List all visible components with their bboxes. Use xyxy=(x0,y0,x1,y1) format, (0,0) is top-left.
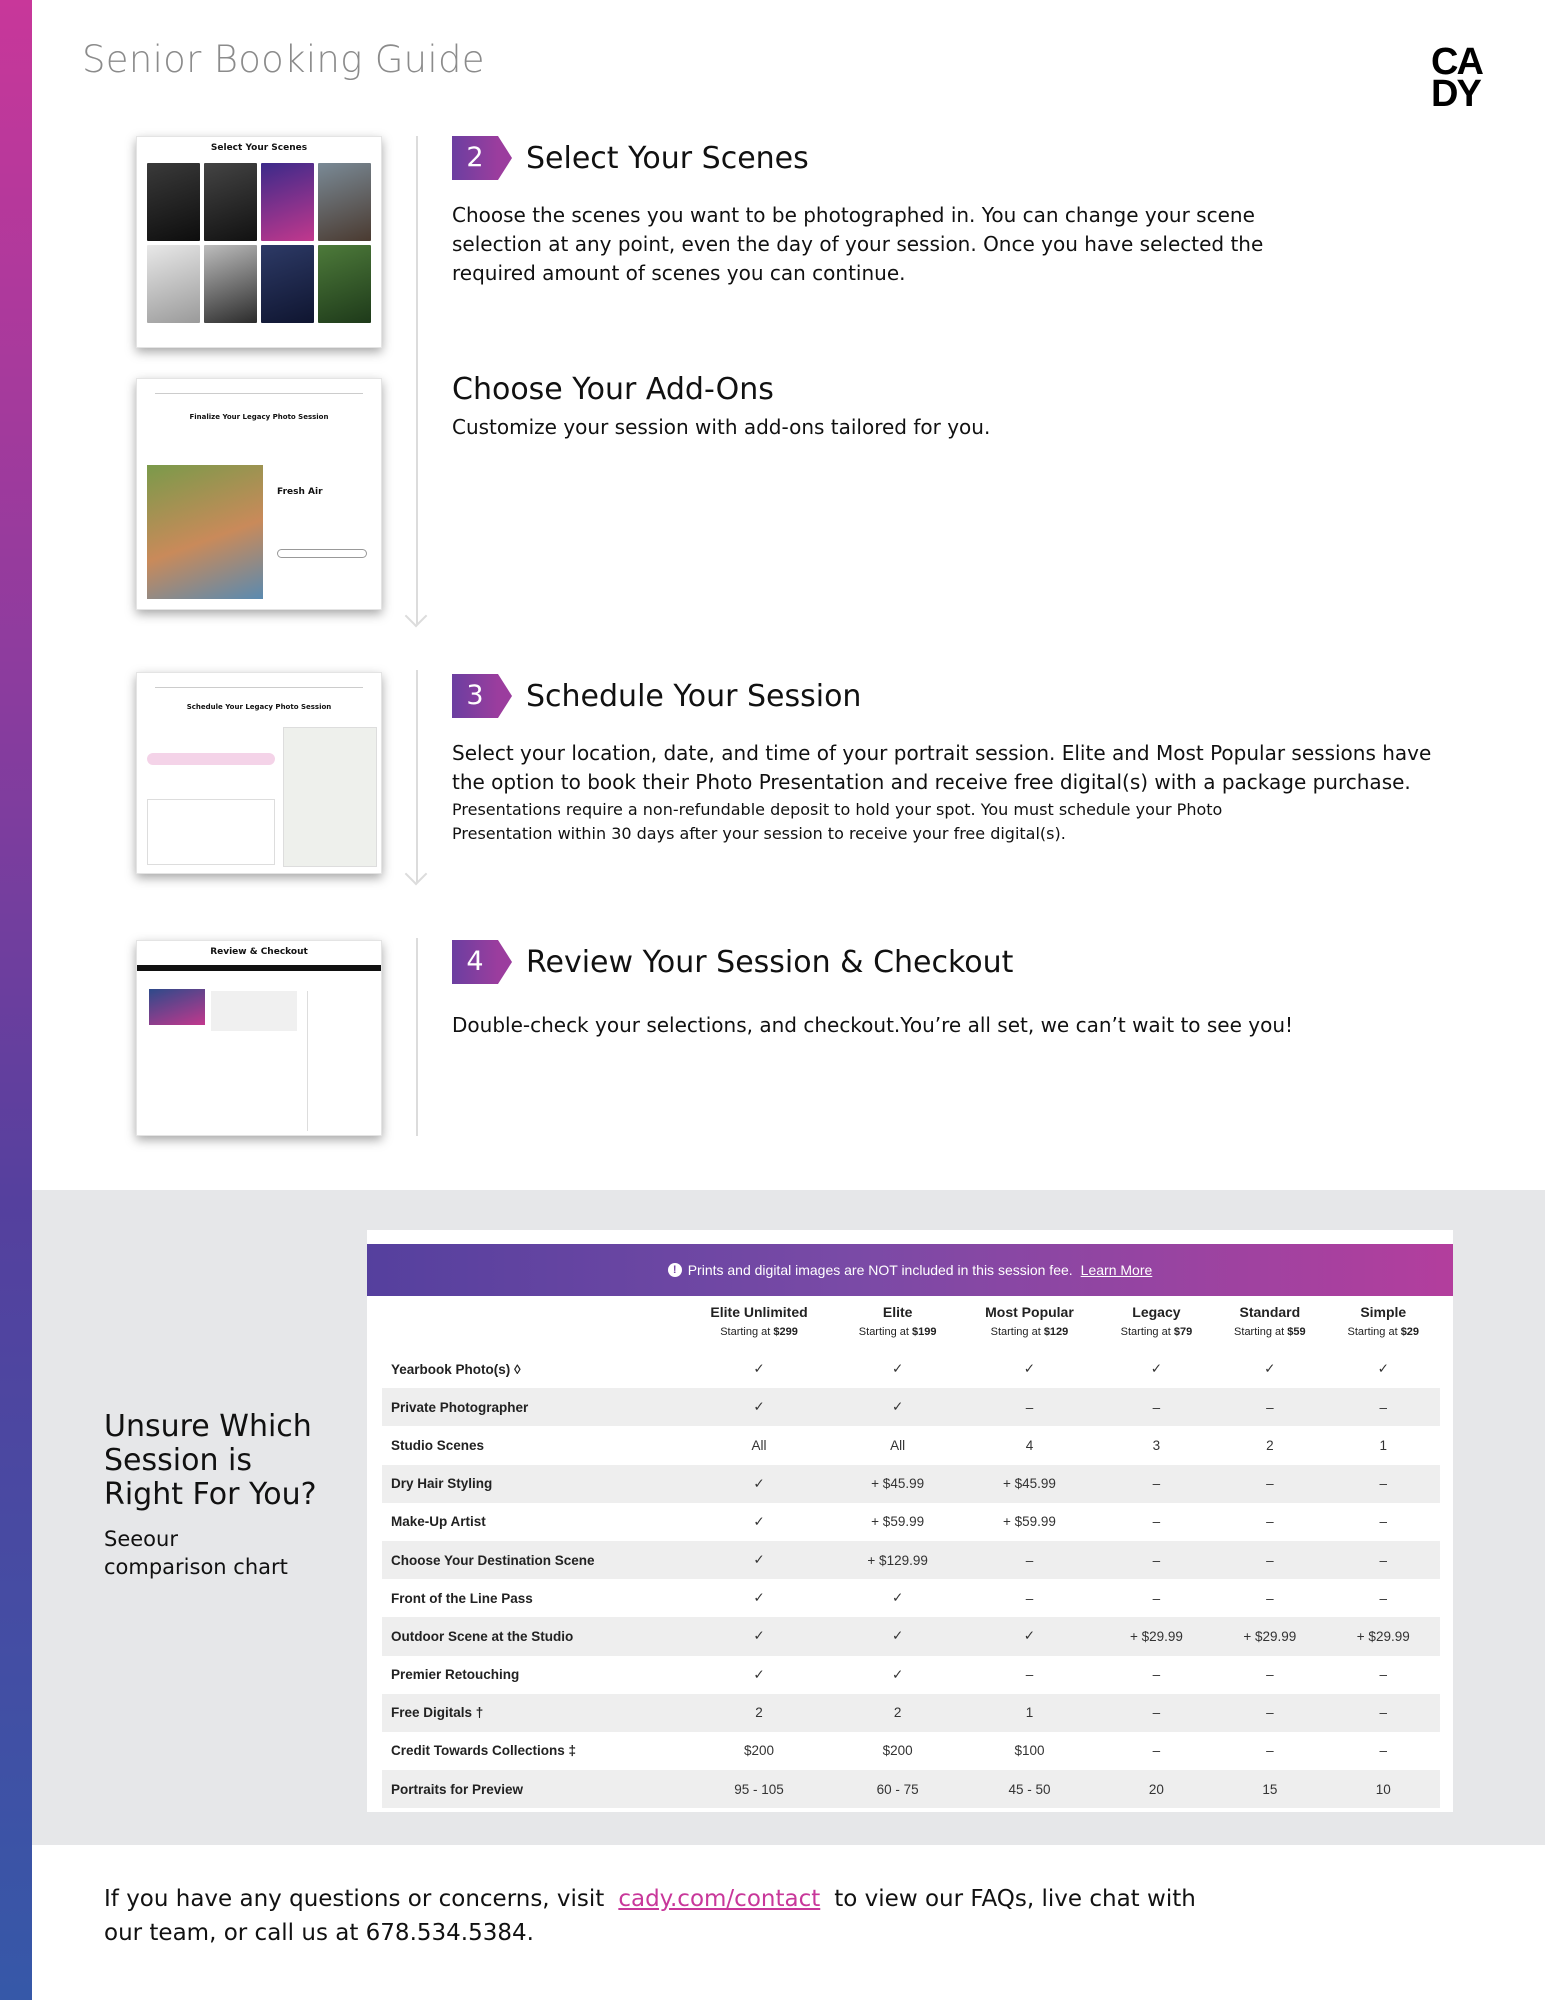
not-included-dash: – xyxy=(1025,1590,1034,1606)
table-cell: + $59.99 xyxy=(871,1514,925,1530)
table-cell: 95 - 105 xyxy=(682,1770,836,1808)
package-name: Elite Unlimited xyxy=(710,1304,808,1320)
step-badge xyxy=(452,940,512,984)
package-name: Most Popular xyxy=(985,1304,1074,1320)
step-4-header xyxy=(452,940,1013,984)
scene-photo xyxy=(147,163,200,241)
not-included-dash: – xyxy=(1266,1514,1274,1530)
table-row xyxy=(382,1732,1440,1770)
table-cell: 60 - 75 xyxy=(836,1770,959,1808)
package-column-header xyxy=(1100,1292,1213,1350)
not-included-dash: – xyxy=(1100,1388,1213,1426)
page-title: Senior Booking Guide xyxy=(82,38,485,81)
check-icon: ✓ xyxy=(959,1617,1100,1655)
feature-label: Private Photographer xyxy=(382,1388,682,1426)
not-included-dash: – xyxy=(1213,1541,1326,1579)
price-value: $129 xyxy=(1043,1326,1069,1338)
not-included-dash: – xyxy=(1327,1541,1440,1579)
feature-label: Front of the Line Pass xyxy=(391,1590,533,1606)
table-cell: 10 xyxy=(1327,1770,1440,1808)
table-row xyxy=(382,1503,1440,1541)
not-included-dash: – xyxy=(1213,1388,1326,1426)
table-row xyxy=(382,1617,1440,1655)
starting-at-label: Starting at xyxy=(858,1326,909,1338)
check-icon: ✓ xyxy=(1023,1361,1036,1377)
feature-label: Choose Your Destination Scene xyxy=(382,1541,682,1579)
timeline-line xyxy=(416,938,418,1136)
scene-photo-grid xyxy=(137,163,381,323)
comparison-heading: Unsure Which Session is Right For You? xyxy=(104,1409,317,1512)
not-included-dash: – xyxy=(1266,1590,1274,1606)
check-icon: ✓ xyxy=(682,1388,836,1426)
check-icon: ✓ xyxy=(891,1361,904,1377)
table-cell: + $45.99 xyxy=(959,1465,1100,1503)
not-included-dash: – xyxy=(1100,1465,1213,1503)
step-3-note: Presentations require a non-refundable deposit to hold your spot. You must schedule your Photo Presentation within 30 days after your session to receive your free digital(s). xyxy=(452,800,1223,843)
portrait-photo xyxy=(147,465,263,599)
timeline-line xyxy=(416,136,418,624)
table-cell: + $29.99 xyxy=(1327,1617,1440,1655)
check-icon: ✓ xyxy=(753,1666,765,1682)
checkout-form xyxy=(307,991,373,1131)
package-name: Legacy xyxy=(1132,1304,1181,1320)
not-included-dash: – xyxy=(1379,1667,1388,1683)
step-title: Review Your Session & Checkout xyxy=(526,944,1014,980)
logo-line-1: CA xyxy=(1431,41,1482,83)
package-price xyxy=(1100,1326,1213,1338)
step-badge xyxy=(452,674,512,718)
step-number: 2 xyxy=(466,142,484,173)
check-icon: ✓ xyxy=(891,1590,904,1606)
not-included-dash: – xyxy=(1100,1541,1213,1579)
starting-at-label: Starting at xyxy=(1120,1326,1171,1338)
package-name: Simple xyxy=(1360,1304,1407,1320)
step-badge xyxy=(452,136,512,180)
timeline-arrow xyxy=(405,605,428,628)
scene-photo xyxy=(318,163,371,241)
table-row xyxy=(382,1350,1440,1388)
not-included-dash: – xyxy=(1266,1667,1274,1683)
table-cell: + $29.99 xyxy=(1213,1617,1326,1655)
footer-text-before: If you have any questions or concerns, visit xyxy=(104,1886,605,1912)
select-scenes-screenshot xyxy=(136,136,382,348)
step-2-description: Choose the scenes you want to be photographed in. You can change your scene selection at any point, even the day of your session. Once you have selected the required amount of scenes you can continue. xyxy=(452,203,1264,285)
table-cell: + $59.99 xyxy=(1002,1514,1056,1530)
table-row xyxy=(382,1541,1440,1579)
check-icon: ✓ xyxy=(1377,1361,1389,1377)
package-price xyxy=(959,1326,1100,1338)
package-name: Standard xyxy=(1239,1304,1301,1320)
not-included-dash: – xyxy=(1213,1465,1326,1503)
table-cell: 2 xyxy=(836,1694,959,1732)
not-included-dash: – xyxy=(1327,1465,1440,1503)
comparison-subtext: Seeour comparison chart xyxy=(104,1527,288,1579)
step-2-header xyxy=(452,136,809,180)
check-icon: ✓ xyxy=(682,1541,836,1579)
starting-at-label: Starting at xyxy=(1234,1326,1285,1338)
add-ons-screenshot xyxy=(136,378,382,610)
scene-photo xyxy=(204,245,257,323)
comparison-chart xyxy=(367,1230,1453,1812)
table-row xyxy=(382,1426,1440,1464)
feature-label: Make-Up Artist xyxy=(391,1514,486,1530)
package-name: Elite xyxy=(882,1304,913,1320)
table-cell: + $45.99 xyxy=(836,1465,959,1503)
check-icon: ✓ xyxy=(836,1617,959,1655)
step-3-header xyxy=(452,674,861,718)
thumb-title: Schedule Your Legacy Photo Session xyxy=(186,703,332,711)
starting-at-label: Starting at xyxy=(1347,1326,1398,1338)
package-price xyxy=(836,1326,959,1338)
package-column-header xyxy=(1213,1292,1326,1350)
not-included-dash: – xyxy=(1100,1694,1213,1732)
brand-sidebar-stripe xyxy=(0,0,32,2000)
thumb-title: Select Your Scenes xyxy=(210,143,308,153)
check-icon: ✓ xyxy=(1150,1361,1163,1377)
not-included-dash: – xyxy=(1152,1590,1161,1606)
feature-label: Studio Scenes xyxy=(391,1437,485,1453)
table-header-row xyxy=(382,1292,1440,1350)
feature-label: Yearbook Photo(s) ◊ xyxy=(391,1361,521,1377)
session-comparison-table xyxy=(382,1292,1440,1808)
not-included-dash: – xyxy=(1152,1667,1161,1683)
feature-label: Free Digitals † xyxy=(382,1694,682,1732)
table-cell: 1 xyxy=(959,1694,1100,1732)
table-cell: $100 xyxy=(1014,1743,1045,1759)
table-cell: 4 xyxy=(1025,1437,1034,1453)
table-cell: All xyxy=(890,1437,906,1453)
step-title: Schedule Your Session xyxy=(526,678,862,714)
table-cell: 20 xyxy=(1100,1770,1213,1808)
not-included-dash: – xyxy=(1213,1694,1326,1732)
location-map xyxy=(283,727,377,867)
package-column-header xyxy=(959,1292,1100,1350)
package-column-header xyxy=(836,1292,959,1350)
check-icon: ✓ xyxy=(753,1590,765,1606)
logo-line-2: DY xyxy=(1431,73,1480,115)
check-icon: ✓ xyxy=(682,1465,836,1503)
table-cell: 15 xyxy=(1213,1770,1326,1808)
step-title: Select Your Scenes xyxy=(526,140,809,176)
starting-at-label: Starting at xyxy=(720,1326,771,1338)
info-icon: ! xyxy=(668,1263,682,1277)
table-row xyxy=(382,1388,1440,1426)
add-ons-description: Customize your session with add-ons tailored for you. xyxy=(452,415,991,439)
table-cell: 45 - 50 xyxy=(959,1770,1100,1808)
not-included-dash: – xyxy=(1327,1388,1440,1426)
timeline-arrow xyxy=(405,863,428,886)
check-icon: ✓ xyxy=(891,1666,904,1682)
add-ons-title: Choose Your Add-Ons xyxy=(452,372,774,407)
table-cell: $200 xyxy=(882,1743,913,1759)
summary-bar xyxy=(137,965,381,971)
package-card xyxy=(211,991,297,1031)
check-icon: ✓ xyxy=(682,1617,836,1655)
starting-at-label: Starting at xyxy=(990,1326,1041,1338)
not-included-dash: – xyxy=(1379,1743,1388,1759)
contact-footer xyxy=(104,1882,1204,1950)
price-value: $29 xyxy=(1400,1326,1420,1338)
price-value: $79 xyxy=(1173,1326,1193,1338)
feature-label: Credit Towards Collections ‡ xyxy=(391,1743,577,1759)
thumb-title: Finalize Your Legacy Photo Session xyxy=(189,413,329,421)
fee-notice-banner xyxy=(367,1244,1453,1296)
step-number: 4 xyxy=(466,946,484,977)
step-number: 3 xyxy=(466,680,484,711)
table-cell: 3 xyxy=(1152,1437,1161,1453)
footer-text-after: to view our FAQs, live chat with our team, or call us at 678.534.5384. xyxy=(104,1886,1196,1946)
package-photo xyxy=(149,989,205,1025)
package-column-header xyxy=(1327,1292,1440,1350)
not-included-dash: – xyxy=(1379,1514,1388,1530)
header-blank xyxy=(382,1292,682,1350)
table-row xyxy=(382,1770,1440,1808)
scene-photo xyxy=(204,163,257,241)
not-included-dash: – xyxy=(959,1541,1100,1579)
table-cell: All xyxy=(751,1437,767,1453)
table-row xyxy=(382,1656,1440,1694)
not-included-dash: – xyxy=(1152,1514,1161,1530)
schedule-screenshot xyxy=(136,672,382,874)
not-included-dash: – xyxy=(1379,1590,1388,1606)
price-value: $199 xyxy=(912,1326,937,1338)
table-cell: 2 xyxy=(1266,1437,1274,1453)
progress-steps xyxy=(155,393,363,399)
table-row xyxy=(382,1694,1440,1732)
timeline-line xyxy=(416,670,418,882)
check-icon: ✓ xyxy=(836,1388,959,1426)
learn-more-link[interactable]: Learn More xyxy=(1080,1262,1153,1278)
scene-photo xyxy=(147,245,200,323)
price-value: $299 xyxy=(773,1326,798,1338)
feature-label: Outdoor Scene at the Studio xyxy=(382,1617,682,1655)
price-value: $59 xyxy=(1287,1326,1306,1338)
check-icon: ✓ xyxy=(753,1361,765,1377)
table-cell: + $129.99 xyxy=(836,1541,959,1579)
not-included-dash: – xyxy=(1327,1694,1440,1732)
package-price xyxy=(682,1326,836,1338)
check-icon: ✓ xyxy=(1264,1361,1276,1377)
step-4-description: Double-check your selections, and checkout.You’re all set, we can’t wait to see you! xyxy=(452,1013,1294,1037)
package-price xyxy=(1327,1326,1440,1338)
fee-notice-text: Prints and digital images are NOT included in this session fee. xyxy=(687,1262,1073,1278)
table-cell: 2 xyxy=(682,1694,836,1732)
scene-photo xyxy=(261,163,314,241)
contact-link[interactable]: cady.com/contact xyxy=(618,1886,821,1912)
calendar xyxy=(147,799,275,865)
review-screenshot xyxy=(136,940,382,1136)
package-column-header xyxy=(682,1292,836,1350)
check-icon: ✓ xyxy=(753,1513,765,1529)
cady-logo[interactable] xyxy=(1431,41,1493,115)
thumb-title: Review & Checkout xyxy=(210,947,308,957)
package-price xyxy=(1213,1326,1326,1338)
table-row xyxy=(382,1579,1440,1617)
step-3-description: Select your location, date, and time of your portrait session. Elite and Most Popular sessions have the option to book their Photo Presentation and receive free digital(s) with a package purchase. xyxy=(452,741,1432,794)
scene-name: Fresh Air xyxy=(277,487,323,497)
table-cell: 1 xyxy=(1379,1437,1388,1453)
table-row xyxy=(382,1465,1440,1503)
table-cell: $200 xyxy=(744,1743,775,1759)
table-cell: + $29.99 xyxy=(1100,1617,1213,1655)
not-included-dash: – xyxy=(1025,1667,1034,1683)
not-included-dash: – xyxy=(1266,1743,1274,1759)
feature-label: Dry Hair Styling xyxy=(382,1465,682,1503)
add-scene-button xyxy=(277,549,367,558)
progress-steps xyxy=(155,687,363,693)
feature-label: Premier Retouching xyxy=(391,1667,520,1683)
location-type-toggle xyxy=(147,753,275,765)
feature-label: Portraits for Preview xyxy=(382,1770,682,1808)
not-included-dash: – xyxy=(1152,1743,1161,1759)
scene-photo xyxy=(261,245,314,323)
scene-photo xyxy=(318,245,371,323)
not-included-dash: – xyxy=(959,1388,1100,1426)
